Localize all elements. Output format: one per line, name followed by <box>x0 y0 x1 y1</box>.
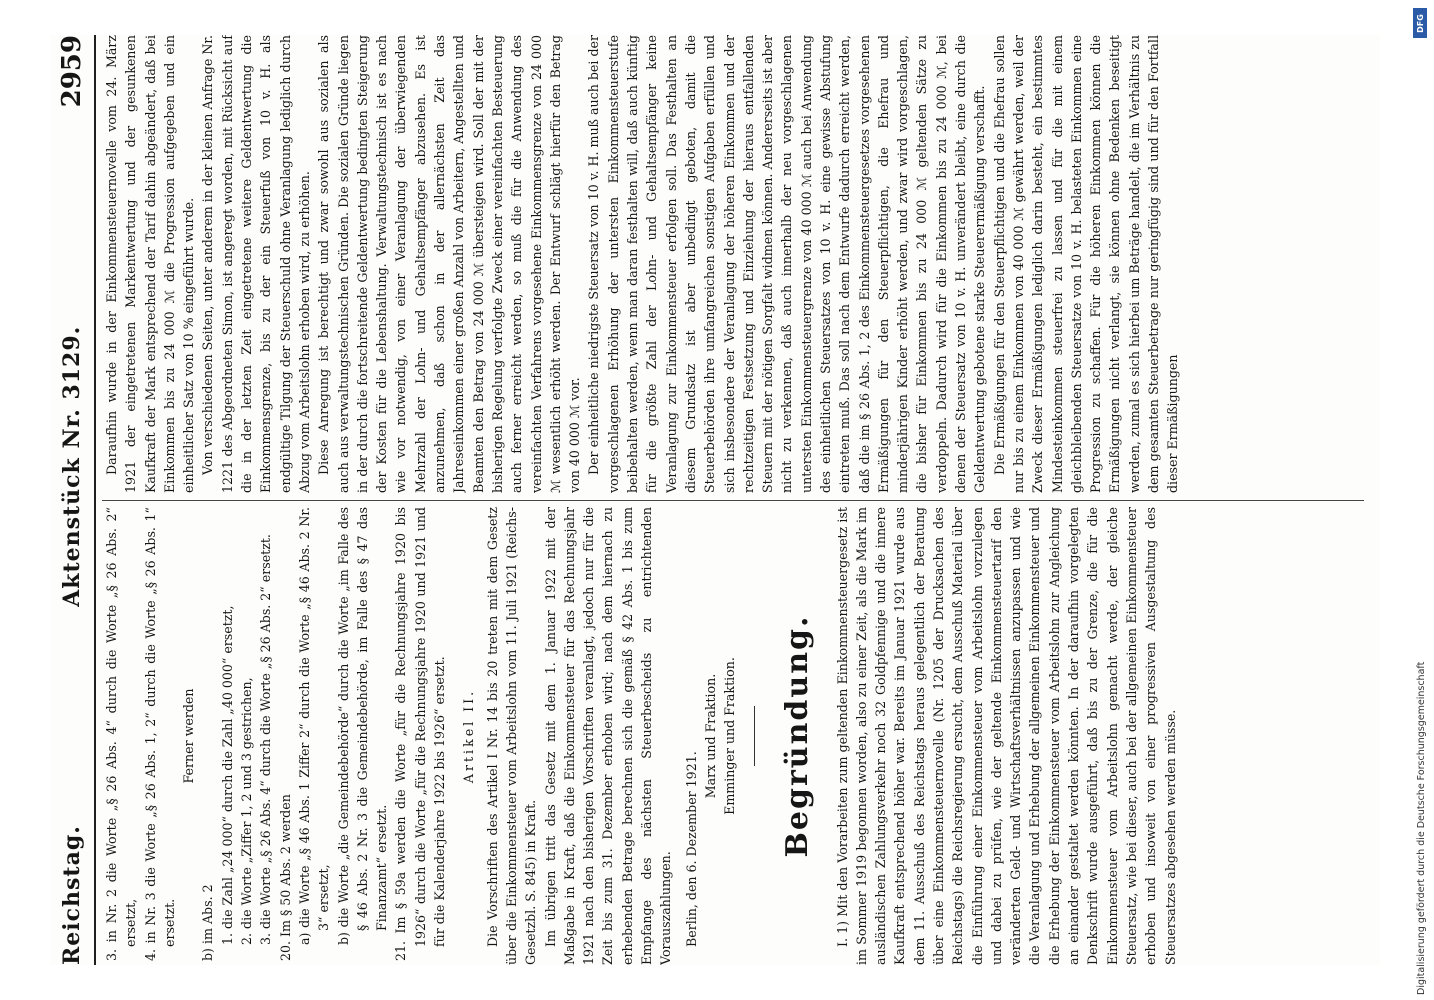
paragraph: Im übrigen tritt das Gesetz mit dem 1. Januar 1922 mit der Maßgabe in Kraft, daß die Einkommensteuer für das Rechnungsjahr 1921 nach den bisherigen Vorschriften veranlagt, jedoch nur für die Zeit bis zum 31. Dezember erhoben wird; nach dem hiernach zu erhebenden Betrage berechnen sich die gemäß § 42 Abs. 1 bis zum Empfange des nächsten Steuerbescheids zu entrichtenden Vorauszahlungen. <box>542 507 674 965</box>
side-credit-text: Digitalisierung gefördert durch die Deutsche Forschungsgemeinschaft <box>1416 661 1427 995</box>
dfg-logo <box>1413 8 1427 38</box>
paragraph: 20. Im § 50 Abs. 2 werden <box>277 794 293 961</box>
right-column <box>102 35 1372 493</box>
paragraph: Marx und Fraktion. <box>702 673 718 799</box>
paragraph: Die Ermäßigungen für den Steuerpflichtigen und die Ehefrau sollen nur bis zu einem Einkommen von 40 000 ℳ gewährt werden, weil der Zweck dieser Ermäßigungen lediglich darin besteht, ein bestimmtes Mindesteinkommen steuerfrei zu lassen und für die mit einem gleichbleibenden Steuersatze von 10 v. H. belasteten Einkommen eine Progression zu schaffen. Für die höheren Einkommen können die Ermäßigungen nicht verlangt, sie können ohne Bedenken beseitigt werden, zumal es sich hierbei um Beträge handelt, die im Verhältnis zu dem gesamten Steuerbetrage nur geringfügig sind und für den Fortfall dieser Ermäßigungen <box>991 35 1181 493</box>
page-number: 2959 <box>57 35 87 108</box>
paragraph: Emminger und Fraktion. <box>722 657 738 815</box>
section-heading: Begründung. <box>779 614 815 858</box>
section-divider <box>754 706 755 766</box>
right-column-paragraphs <box>102 35 1183 493</box>
page-header <box>50 35 94 965</box>
column-divider <box>102 500 1364 501</box>
paragraph: 3. die Worte „§ 26 Abs. 4“ durch die Worte „§ 26 Abs. 2“ ersetzt. <box>258 534 274 945</box>
paragraph: Diese Anregung ist berechtigt und zwar sowohl aus sozialen als auch aus verwaltungstechnischen Gründen. Die sozialen Gründe liegen in der durch die fortschreitende Geldentwertung bedingten Steigerung der Kosten für die Lebenshaltung. Verwaltungstechnisch ist es nach wie vor notwendig, von einer Veranlagung der überwiegenden Mehrzahl der Lohn- und Gehaltsempfänger abzusehen. Es ist anzunehmen, daß schon in der allernächsten Zeit das Jahreseinkommen einer großen Anzahl von Arbeitern, Angestellten und Beamten den Betrag von 24 000 ℳ übersteigen wird. Soll der mit der bisherigen Regelung verfolgte Zweck einer vereinfachten Besteuerung auch ferner erreicht werden, so muß die für die Anwendung des vereinfachten Verfahrens vorgesehene Einkommensgrenze von 24 000 ℳ wesentlich erhöht werden. Der Entwurf schlägt hierfür den Betrag von 40 000 ℳ vor. <box>316 35 583 493</box>
paragraph: Von verschiedenen Seiten, unter anderem in der kleinen Anfrage Nr. 1221 des Abgeordneten Simon, ist angeregt worden, mit Rücksicht auf die in der letzten Zeit eingetretene weitere Geldentwertung die Einkommensgrenze, bis zu der ein Steuerfuß von 10 v. H. als endgültige Tilgung der Steuerschuld ohne Veranlagung lediglich durch Abzug vom Arbeitslohn erhoben wird, zu erhöhen. <box>200 35 312 493</box>
dfg-logo-text: DFG <box>1415 13 1425 33</box>
paragraph: b) im Abs. 2 <box>200 884 216 961</box>
rotated-page-content <box>50 35 1380 965</box>
paragraph: Daraufhin wurde in der Einkommensteuernovelle vom 24. März 1921 der eingetretenen Markentwertung und der gesunkenen Kaufkraft der Mark entsprechend der Tarif dahin abgeändert, daß bei Einkommen bis zu 24 000 ℳ die Progression aufgegeben und ein einheitlicher Satz von 10 % eingeführt wurde. <box>104 35 197 493</box>
paragraph: Berlin, den 6. Dezember 1921. <box>683 751 699 947</box>
paragraph: b) die Worte „die Gemeindebehörde“ durch die Worte „im Falle des § 46 Abs. 2 Nr. 3 die Gemeindebehörde, im Falle des § 47 das Finanzamt“ ersetzt. <box>335 507 390 945</box>
paragraph: 21. Im § 59a werden die Worte „für die Rechnungsjahre 1920 bis 1926“ durch die Worte „für die Rechnungsjahre 1920 und 1921 und für die Kalenderjahre 1922 bis 1926“ ersetzt. <box>393 507 448 961</box>
paragraph: 3. in Nr. 2 die Worte „§ 26 Abs. 4“ durch die Worte „§ 26 Abs. 2“ ersetzt, <box>104 507 139 961</box>
left-column-paragraphs <box>102 507 740 965</box>
paragraph: Der einheitliche niedrigste Steuersatz von 10 v. H. muß auch bei der vorgeschlagenen Erhöhung der untersten Einkommensteuerstufe beibehalten werden, wenn man daran festhalten will, daß auch künftig für die größte Zahl der Lohn- und Gehaltsempfänger keine Veranlagung zur Einkommensteuer erfolgen soll. Das Festhalten an diesem Grundsatz ist aber unbedingt geboten, damit die Steuerbehörden ihre umfangreichen sonstigen Aufgaben erfüllen und sich insbesondere der Veranlagung der höheren Einkommen und der rechtzeitigen Festsetzung und Einziehung der hieraus entfallenden Steuern mit der nötigen Sorgfalt widmen können. Andererseits ist aber nicht zu verkennen, daß auch innerhalb der neu vorgeschlagenen untersten Einkommensteuergrenze von 40 000 ℳ auch bei Anwendung des einheitlichen Steuersatzes von 10 v. H. eine gewisse Abstufung eintreten muß. Das soll nach dem Entwurfe dadurch erreicht werden, daß die im § 26 Abs. 1, 2 des Einkommensteuergesetzes vorgesehenen Ermäßigungen für den Steuerpflichtigen, die Ehefrau und minderjährigen Kinder erhöht werden, und zwar wird vorgeschlagen, die bisher für Einkommen bis zu 24 000 ℳ geltenden Sätze zu verdoppeln. Dadurch wird für die Einkommen bis zu 24 000 ℳ, bei denen der Steuersatz von 10 v. H. unverändert bleibt, eine durch die Geldentwertung gebotene starke Steuerermäßigung verschafft. <box>586 35 988 493</box>
paragraph: a) die Worte „§ 46 Abs. 1 Ziffer 2“ durch die Worte „§ 46 Abs. 2 Nr. 3“ ersetzt, <box>296 507 332 945</box>
paragraph: 4. in Nr. 3 die Worte „§ 26 Abs. 1, 2“ durch die Worte „§ 26 Abs. 1“ ersetzt. <box>142 507 177 961</box>
left-column-body <box>833 507 1180 965</box>
paragraph: I. 1) Mit den Vorarbeiten zum geltenden Einkommensteuergesetz ist im Sommer 1919 begonnen worden, also zu einer Zeit, als die Mark im ausländischen Zahlungsverkehr noch 32 Goldpfennige und die innere Kaufkraft entsprechend höher war. Bereits im Januar 1921 wurde aus dem 11. Ausschuß des Reichstags heraus gelegentlich der Beratung über eine Einkommensteuernovelle (Nr. 1205 der Drucksachen des Reichstags) die Reichsregierung ersucht, dem Ausschuß Material über die Einführung einer Einkommensteuer vom Arbeitslohn vorzulegen und dabei zu prüfen, wie der geltende Einkommensteuertarif den veränderten Geld- und Wirtschaftsverhältnissen anzupassen und wie die Veranlagung und Erhebung der allgemeinen Einkommensteuer und die Erhebung der Einkommensteuer vom Arbeitslohn zur Angleichung an einander gestaltet werden könnten. In der daraufhin vorgelegten Denkschrift wurde ausgeführt, daß bis zu der Grenze, die für die Einkommensteuer vom Arbeitslohn gemacht werde, der gleiche Steuersatz, wie bei dieser, auch bei der allgemeinen Einkommensteuer erhoben und insoweit von einer progressiven Ausgestaltung des Steuersatzes abgesehen werden müsse. <box>834 507 1178 965</box>
header-rule <box>94 35 96 965</box>
paragraph: Artikel II. <box>461 688 477 784</box>
paragraph: Ferner werden <box>181 688 197 784</box>
paragraph: 1. die Zahl „24 000“ durch die Zahl „40 000“ ersetzt, <box>219 605 235 945</box>
header-left: Reichstag. <box>59 825 85 965</box>
header-center: Aktenstück Nr. 3129. <box>59 325 85 607</box>
paragraph: Die Vorschriften des Artikel I Nr. 14 bis 20 treten mit dem Gesetz über die Einkommensteuer vom Arbeitslohn vom 11. Juli 1921 (Reichs-Gesetzbl. S. 845) in Kraft. <box>484 507 539 965</box>
left-column <box>102 507 1372 965</box>
paragraph: 2. die Worte „Ziffer 1, 2 und 3 gestrichen, <box>239 677 255 945</box>
